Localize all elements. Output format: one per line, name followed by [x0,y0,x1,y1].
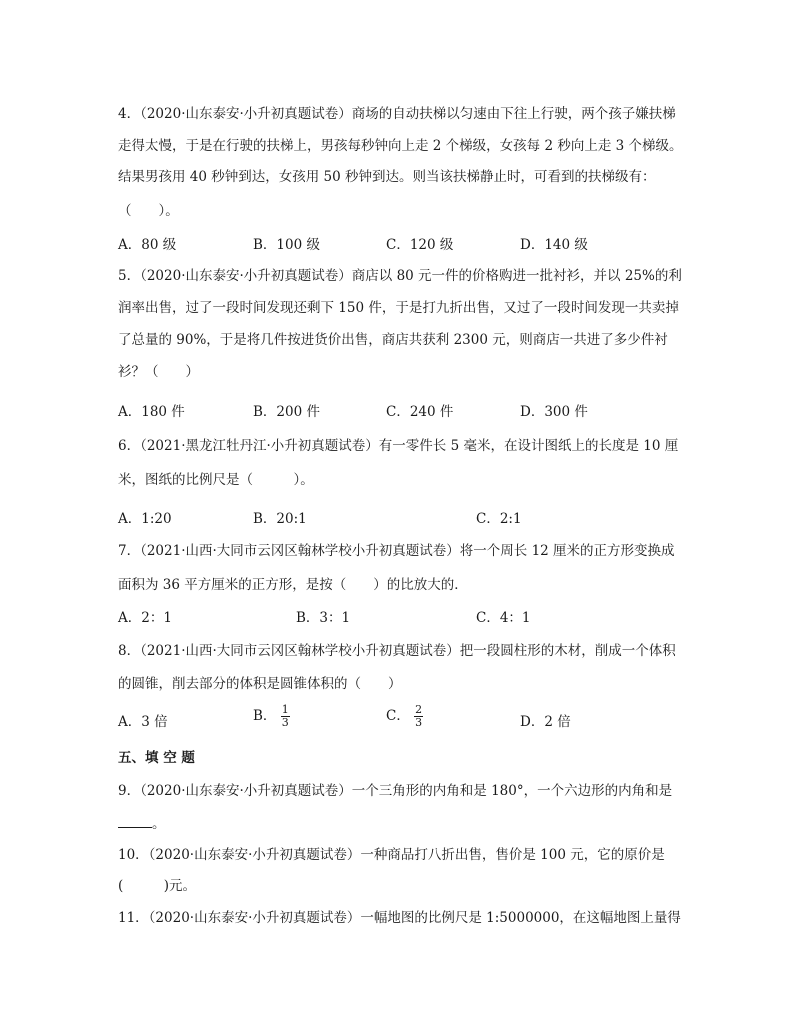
q8-option-b-prefix: B． [253,708,277,724]
q8-option-c-numerator: 2 [415,703,423,716]
q6-line-2: 米，图纸的比例尺是（ ）。 [118,472,314,488]
q5-option-a: A．180 件 [118,404,185,420]
q9-line-2 [118,812,166,832]
q4-option-a: A．80 级 [118,237,177,253]
q5-line-3: 了总量的 90%，于是将几件按进货价出售，商店共获利 2300 元，则商店一共进了多少件衬 [118,332,668,348]
q4-option-d: D．140 级 [520,237,588,253]
q8-option-d: D．2 倍 [520,714,571,730]
q8-option-c-prefix: C． [386,708,410,724]
q6-line-1: 6．（2021·黑龙江牡丹江·小升初真题试卷）有一零件长 5 毫米，在设计图纸上的长度是 10 厘 [118,438,679,454]
q4-line-2: 走得太慢，于是在行驶的扶梯上，男孩每秒钟向上走 2 个梯级，女孩每 2 秒向上走 3 个梯级。 [118,138,683,154]
q4-line-1: 4．（2020·山东泰安·小升初真题试卷）商场的自动扶梯以匀速由下往上行驶，两个孩子嫌扶梯 [118,106,676,122]
q7-option-b: B．3：1 [296,610,351,626]
q8-option-b-fraction [281,704,290,729]
q8-option-c [386,704,423,729]
q6-option-b: B．20:1 [253,511,307,527]
q8-option-b-numerator: 1 [281,703,289,716]
q8-option-b [253,704,290,729]
q6-option-a: A．1:20 [118,511,172,527]
answer-blank[interactable] [118,815,152,828]
q7-line-2: 面积为 36 平方厘米的正方形，是按（ ）的比放大的． [118,577,468,593]
q11-line-1: 11．（2020·山东泰安·小升初真题试卷）一幅地图的比例尺是 1:5000000，在这幅地图上量得 [118,910,681,926]
q5-line-4: 衫？（ ） [118,364,199,380]
q6-option-c: C．2:1 [476,511,522,527]
q4-option-b: B．100 级 [253,237,320,253]
q5-option-c: C．240 件 [386,404,454,420]
q8-option-b-denominator: 3 [281,716,289,729]
q5-option-d: D．300 件 [520,404,588,420]
section-title-fill-in: 五、填 空 题 [118,750,195,766]
q5-line-2: 润率出售，过了一段时间发现还剩下 150 件，于是打九折出售，又过了一段时间发现一共卖掉 [118,300,679,316]
q8-option-c-fraction [414,704,423,729]
q5-option-b: B．200 件 [253,404,320,420]
q8-line-1: 8．（2021·山西·大同市云冈区翰林学校小升初真题试卷）把一段圆柱形的木材，削成一个体积 [118,643,676,659]
q7-line-1: 7．（2021·山西·大同市云冈区翰林学校小升初真题试卷）将一个周长 12 厘米的正方形变换成 [118,543,675,559]
q4-line-3: 结果男孩用 40 秒钟到达，女孩用 50 秒钟到达。则当该扶梯静止时，可看到的扶梯级有： [118,169,656,185]
q10-line-1: 10．（2020·山东泰安·小升初真题试卷）一种商品打八折出售，售价是 100 元，它的原价是 [118,847,665,863]
q8-option-a: A．3 倍 [118,714,168,730]
q9-line-1: 9．（2020·山东泰安·小升初真题试卷）一个三角形的内角和是 180°，一个六边形的内角和是 [118,783,673,799]
q9-line-2-suffix: 。 [152,816,166,832]
q10-line-2: ( )元。 [118,878,197,894]
q8-line-2: 的圆锥，削去部分的体积是圆锥体积的（ ） [118,676,402,692]
q7-option-c: C．4：1 [476,610,531,626]
q4-line-4: （ ）。 [118,203,179,219]
q5-line-1: 5．（2020·山东泰安·小升初真题试卷）商店以 80 元一件的价格购进一批衬衫，并以 25%的利 [118,268,682,284]
q4-option-c: C．120 级 [386,237,454,253]
q8-option-c-denominator: 3 [415,716,423,729]
q7-option-a: A．2：1 [118,610,172,626]
